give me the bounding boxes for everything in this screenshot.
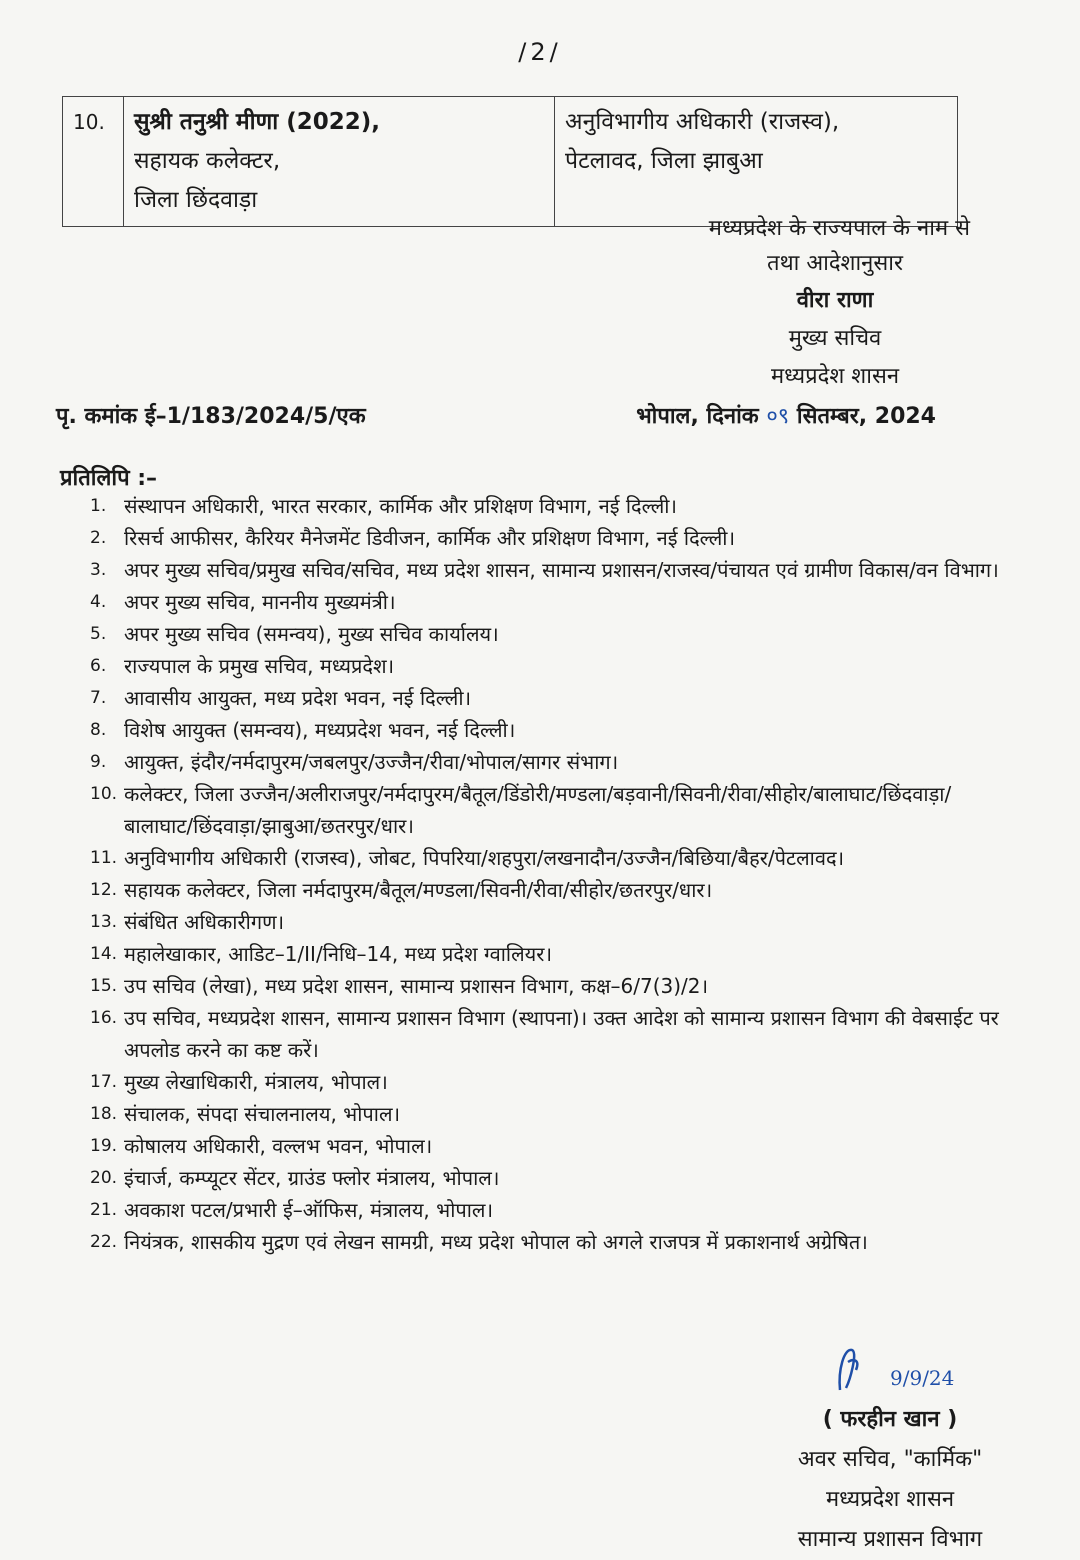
signatory-name: ( फरहीन खान ) <box>822 1407 958 1432</box>
list-item-number: 20. <box>90 1168 118 1188</box>
list-item <box>90 1002 1010 1066</box>
current-designation: सहायक कलेक्टर, <box>134 148 281 174</box>
list-item-number: 11. <box>90 848 118 868</box>
date-prefix: भोपाल, दिनांक <box>636 404 759 429</box>
officer-name: सुश्री तनुश्री मीणा (2022), <box>134 109 380 135</box>
list-item-text: अपर मुख्य सचिव/प्रमुख सचिव/सचिव, मध्य प्रदेश शासन, सामान्य प्रशासन/राजस्व/पंचायत एवं ग्रामीण विकास/वन विभाग। <box>124 558 999 582</box>
copy-list <box>90 490 1010 1258</box>
list-item <box>90 1162 1010 1194</box>
list-item-text: संस्थापन अधिकारी, भारत सरकार, कार्मिक और प्रशिक्षण विभाग, नई दिल्ली। <box>124 494 678 518</box>
list-item-text: विशेष आयुक्त (समन्वय), मध्यप्रदेश भवन, नई दिल्ली। <box>124 718 516 742</box>
chief-secretary-name: वीरा राणा <box>796 288 874 313</box>
signatory-block <box>740 1340 1040 1560</box>
list-item-text: आयुक्त, इंदौर/नर्मदापुरम/जबलपुर/उज्जैन/रीवा/भोपाल/सागर संभाग। <box>124 750 619 774</box>
list-item-text: अपर मुख्य सचिव, माननीय मुख्यमंत्री। <box>124 590 396 614</box>
date-suffix: सितम्बर, 2024 <box>796 404 936 429</box>
signatory-government: मध्यप्रदेश शासन <box>825 1487 955 1512</box>
order-authority-line1: मध्यप्रदेश के राज्यपाल के नाम से <box>708 216 970 241</box>
list-item-text: संचालक, संपदा संचालनालय, भोपाल। <box>124 1102 401 1126</box>
list-item-number: 13. <box>90 912 118 932</box>
list-item-text: अपर मुख्य सचिव (समन्वय), मुख्य सचिव कार्यालय। <box>124 622 499 646</box>
list-item <box>90 746 1010 778</box>
posting-table <box>62 96 958 227</box>
chief-secretary-designation: मुख्य सचिव <box>788 326 882 351</box>
list-item-number: 8. <box>90 720 107 740</box>
list-item-text: कलेक्टर, जिला उज्जैन/अलीराजपुर/नर्मदापुरम/बैतूल/डिंडोरी/मण्डला/बड़वानी/सिवनी/रीवा/सीहोर/बालाघाट/छिंदवाड़ा/बालाघाट/छिंदवाड़ा/झाबुआ/छतरपुर/धार। <box>124 782 952 838</box>
list-item-number: 22. <box>90 1232 118 1252</box>
new-designation: अनुविभागीय अधिकारी (राजस्व), <box>565 109 840 135</box>
list-item <box>90 938 1010 970</box>
list-item-number: 12. <box>90 880 118 900</box>
table-row <box>63 97 958 227</box>
list-item <box>90 650 1010 682</box>
date-day: ०९ <box>766 404 790 429</box>
list-item <box>90 778 1010 842</box>
list-item-text: अनुविभागीय अधिकारी (राजस्व), जोबट, पिपरिया/शहपुरा/लखनादौन/उज्जैन/बिछिया/बैहर/पेटलावद। <box>124 846 845 870</box>
reference-date <box>636 400 936 430</box>
list-item <box>90 522 1010 554</box>
signature-date: 9/9/24 <box>890 1366 955 1390</box>
list-item-text: रिसर्च आफीसर, कैरियर मैनेजमेंट डिवीजन, कार्मिक और प्रशिक्षण विभाग, नई दिल्ली। <box>124 526 736 550</box>
list-item <box>90 1098 1010 1130</box>
list-item <box>90 554 1010 586</box>
list-item <box>90 1130 1010 1162</box>
new-location: पेटलावद, जिला झाबुआ <box>565 148 763 174</box>
list-item-text: संबंधित अधिकारीगण। <box>124 910 285 934</box>
list-item <box>90 490 1010 522</box>
list-item-number: 5. <box>90 624 107 644</box>
list-item-text: नियंत्रक, शासकीय मुद्रण एवं लेखन सामग्री, मध्य प्रदेश भोपाल को अगले राजपत्र में प्रकाशनार्थ अग्रेषित। <box>124 1230 868 1254</box>
list-item <box>90 714 1010 746</box>
list-item-number: 18. <box>90 1104 118 1124</box>
list-item-number: 4. <box>90 592 107 612</box>
current-posting-cell <box>124 97 555 227</box>
list-item-number: 21. <box>90 1200 118 1220</box>
list-item-number: 14. <box>90 944 118 964</box>
copy-heading: प्रतिलिपि :– <box>60 466 158 491</box>
list-item <box>90 1066 1010 1098</box>
list-item-number: 19. <box>90 1136 118 1156</box>
list-item-number: 17. <box>90 1072 118 1092</box>
list-item-text: इंचार्ज, कम्प्यूटर सेंटर, ग्राउंड फ्लोर मंत्रालय, भोपाल। <box>124 1166 500 1190</box>
signatory-designation: अवर सचिव, "कार्मिक" <box>797 1447 983 1472</box>
list-item-text: अवकाश पटल/प्रभारी ई–ऑफिस, मंत्रालय, भोपाल। <box>124 1198 494 1222</box>
list-item-number: 10. <box>90 784 118 804</box>
reference-line <box>56 400 936 430</box>
list-item-text: आवासीय आयुक्त, मध्य प्रदेश भवन, नई दिल्ली। <box>124 686 472 710</box>
list-item-number: 3. <box>90 560 107 580</box>
order-authority-line2: तथा आदेशानुसार <box>767 251 903 276</box>
list-item-number: 7. <box>90 688 107 708</box>
order-authority-block <box>600 212 970 396</box>
list-item-text: कोषालय अधिकारी, वल्लभ भवन, भोपाल। <box>124 1134 433 1158</box>
list-item <box>90 618 1010 650</box>
new-posting-cell <box>555 97 958 227</box>
list-item-text: महालेखाकार, आडिट–1/II/निधि–14, मध्य प्रदेश ग्वालियर। <box>124 942 553 966</box>
list-item <box>90 586 1010 618</box>
list-item-text: उप सचिव (लेखा), मध्य प्रदेश शासन, सामान्य प्रशासन विभाग, कक्ष–6/7(3)/2। <box>124 974 709 998</box>
page-number: /2/ <box>518 38 562 66</box>
list-item-text: राज्यपाल के प्रमुख सचिव, मध्यप्रदेश। <box>124 654 395 678</box>
list-item <box>90 682 1010 714</box>
list-item-number: 1. <box>90 496 107 516</box>
list-item-text: मुख्य लेखाधिकारी, मंत्रालय, भोपाल। <box>124 1070 388 1094</box>
list-item <box>90 1226 1010 1258</box>
current-district: जिला छिंदवाड़ा <box>134 187 258 213</box>
government-name: मध्यप्रदेश शासन <box>770 364 900 389</box>
list-item <box>90 970 1010 1002</box>
list-item-number: 16. <box>90 1008 118 1028</box>
list-item <box>90 906 1010 938</box>
list-item <box>90 874 1010 906</box>
list-item-number: 9. <box>90 752 107 772</box>
list-item-number: 6. <box>90 656 107 676</box>
list-item-number: 2. <box>90 528 107 548</box>
serial-number: 10. <box>63 97 124 227</box>
list-item <box>90 1194 1010 1226</box>
reference-number: पृ. कमांक ई–1/183/2024/5/एक <box>56 404 366 429</box>
list-item <box>90 842 1010 874</box>
list-item-text: सहायक कलेक्टर, जिला नर्मदापुरम/बैतूल/मण्डला/सिवनी/रीवा/सीहोर/छतरपुर/धार। <box>124 878 713 902</box>
list-item-text: उप सचिव, मध्यप्रदेश शासन, सामान्य प्रशासन विभाग (स्थापना)। उक्त आदेश को सामान्य प्रशासन विभाग की वेबसाईट पर अपलोड करने का कष्ट करें। <box>124 1006 999 1062</box>
list-item-number: 15. <box>90 976 118 996</box>
signatory-department: सामान्य प्रशासन विभाग <box>797 1527 983 1552</box>
